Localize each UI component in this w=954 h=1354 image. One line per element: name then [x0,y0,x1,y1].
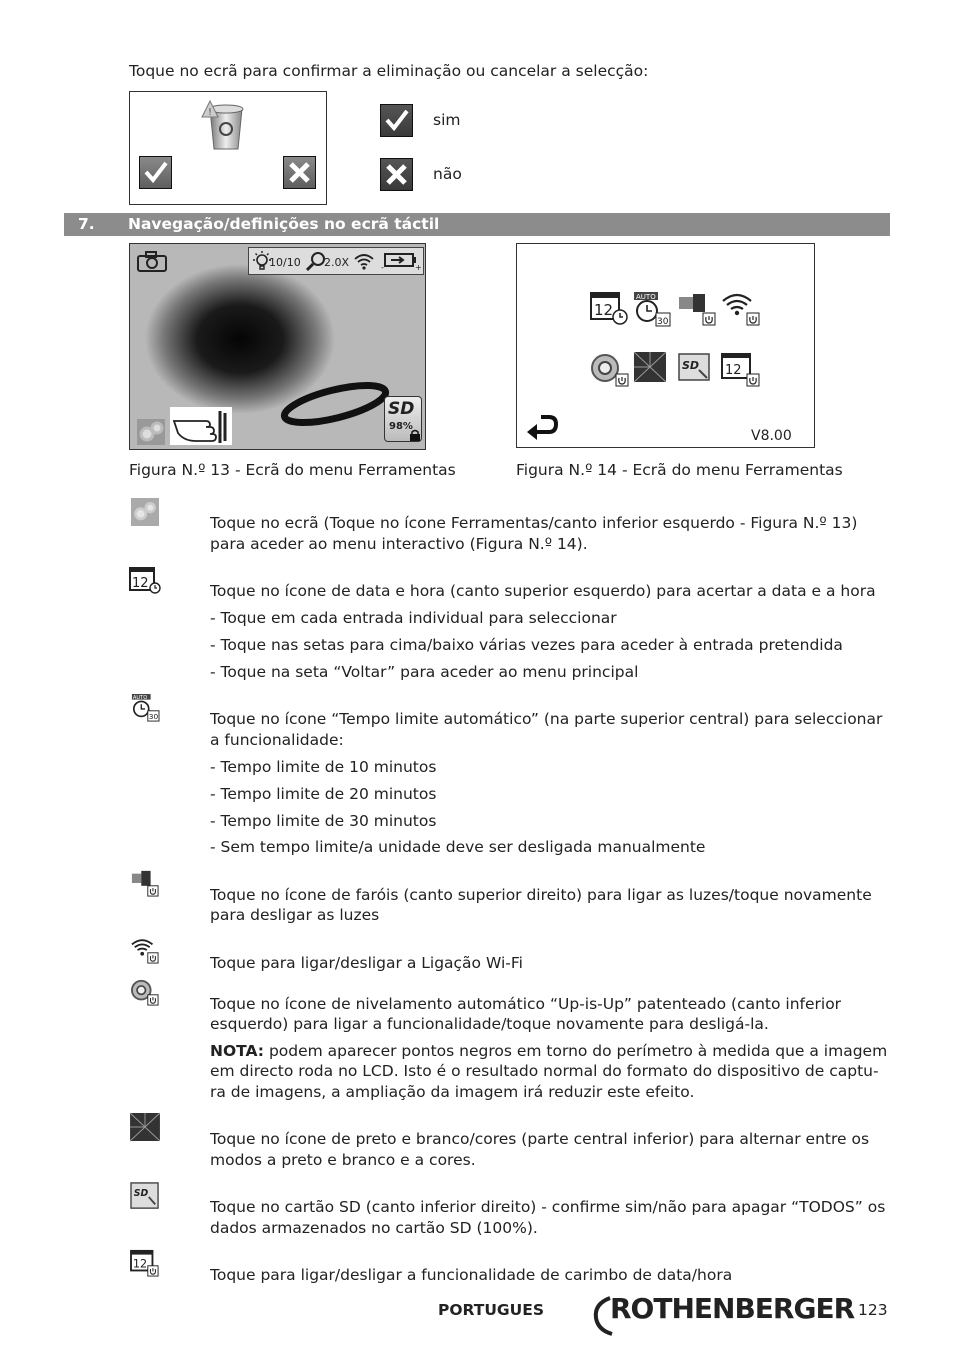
footer-brand: ROTHENBERGER [610,1292,855,1325]
datestamp-icon[interactable] [721,352,761,388]
tools-menu-screen [516,243,815,448]
datetime-bullet: - Toque em cada entrada individual para seleccionar [210,609,617,627]
note-text: podem aparecer pontos negros em torno do perímetro à medida que a imagem [264,1042,888,1060]
tools-gear-icon[interactable] [137,419,165,445]
stamp-text: Toque para ligar/desligar a funcionalidade de carimbo de data/hora [210,1266,733,1284]
sd-percent: 98% [389,421,413,432]
lights-text-line-2: para desligar as luzes [210,906,380,924]
camera-icon[interactable] [136,251,168,273]
auto-icon-number: 30 [148,712,159,722]
tools-text-line-2: para aceder ao menu interactivo (Figura N.º 14). [210,535,588,553]
sd-card-button[interactable] [384,396,422,442]
note-line-3: ra de imagens, a ampliação da imagem irá reduzir este efeito. [210,1083,695,1101]
trash-icon [198,97,254,153]
svg-text:12: 12 [725,363,742,378]
bw-color-icon [129,1113,161,1141]
version-label: V8.00 [751,428,792,444]
auto-bullet: - Tempo limite de 10 minutos [210,758,437,776]
svg-text:12: 12 [594,301,614,319]
lights-text-line-1: Toque no ícone de faróis (canto superior direito) para ligar as luzes/toque novamente [210,886,872,904]
bw-color-icon[interactable] [634,352,666,382]
upisup-icon[interactable] [590,352,630,388]
upisup-text-line-2: esquerdo) para ligar a funcionalidade/toque novamente para desligá-la. [210,1015,769,1033]
auto-bullet: - Sem tempo limite/a unidade deve ser desligada manualmente [210,838,706,856]
wifi-toggle-icon[interactable] [721,291,761,327]
tools-text-line-1: Toque no ecrã (Toque no ícone Ferramentas/canto inferior esquerdo - Figura N.º 13) [210,514,858,532]
tools-gear-icon [129,498,161,526]
yes-label: sim [433,111,461,129]
no-label: não [433,165,462,183]
sd-delete-icon[interactable] [677,352,713,384]
lock-icon [409,429,421,441]
note-label: NOTA: [210,1042,265,1060]
datetime-text: Toque no ícone de data e hora (canto superior esquerdo) para acertar a data e a hora [210,582,876,600]
intro-text: Toque no ecrã para confirmar a eliminação ou cancelar a selecção: [129,62,649,80]
status-bar [248,247,424,275]
auto-icon-label: AUTO [132,695,148,702]
svg-text:SD: SD [133,1188,149,1199]
wifi-icon [354,252,374,270]
back-arrow-icon[interactable] [525,412,559,440]
sd-delete-icon [129,1182,161,1210]
auto-text-line-2: a funcionalidade: [210,731,344,749]
cancel-x-button[interactable] [283,156,316,189]
zoom-value: 2.0X [324,256,350,269]
svg-text:+: + [415,263,422,272]
confirm-check-button[interactable] [139,156,172,189]
auto-bullet: - Tempo limite de 20 minutos [210,785,437,803]
zoom-icon [306,251,326,271]
pointing-hand-icon [170,407,232,445]
bw-text-line-2: modos a preto e branco e a cores. [210,1151,476,1169]
battery-icon [379,251,421,271]
auto-timeout-icon[interactable] [632,291,672,327]
auto-text-line-1: Toque no ícone “Tempo limite automático” (na parte superior central) para seleccionar [210,710,883,728]
delete-confirm-screen [129,91,327,205]
svg-text:-: - [381,263,384,272]
svg-text:AUTO: AUTO [636,293,656,301]
brightness-value: 10/10 [269,256,301,269]
auto-timeout-icon [129,694,161,722]
figure14-caption: Figura N.º 14 - Ecrã do menu Ferramentas [516,461,843,479]
sd-label: SD [388,399,415,419]
datetime-bullet: - Toque na seta “Voltar” para aceder ao menu principal [210,663,639,681]
section-number: 7. [78,215,95,233]
upisup-text-line-1: Toque no ícone de nivelamento automático “Up-is-Up” patenteado (canto inferior [210,995,842,1013]
footer-language: PORTUGUES [438,1301,544,1319]
datetime-icon-number: 12 [132,576,149,591]
datestamp-icon [129,1249,161,1277]
datetime-bullet: - Toque nas setas para cima/baixo várias vezes para aceder à entrada pretendida [210,636,843,654]
section-heading [64,213,890,236]
pipe-ring-shape [280,379,390,429]
svg-text:30: 30 [657,317,669,327]
upisup-icon [129,978,161,1006]
wifi-text: Toque para ligar/desligar a Ligação Wi-Fi [210,954,523,972]
bw-text-line-1: Toque no ícone de preto e branco/cores (parte central inferior) para alternar entre os [210,1130,870,1148]
svg-text:12: 12 [132,1257,148,1271]
note-line-2: em directo roda no LCD. Isto é o resultado normal do formato do dispositivo de captu- [210,1062,879,1080]
note-line-1 [210,1041,887,1061]
headlights-icon[interactable] [677,291,717,327]
auto-bullet: - Tempo limite de 30 minutos [210,812,437,830]
check-icon [380,104,413,137]
svg-text:SD: SD [682,359,700,372]
sd-text-line-2: dados armazenados no cartão SD (100%). [210,1219,538,1237]
figure13-caption: Figura N.º 13 - Ecrã do menu Ferramentas [129,461,456,479]
section-title: Navegação/definições no ecrã táctil [128,215,440,233]
datetime-icon [129,566,161,594]
camera-live-screen [129,243,426,450]
datetime-icon[interactable] [590,291,628,325]
svg-text:!: ! [207,107,213,118]
sd-text-line-1: Toque no cartão SD (canto inferior direito) - confirme sim/não para apagar “TODOS” os [210,1198,886,1216]
headlights-icon [129,869,161,897]
x-icon [380,158,413,191]
page-number: 123 [858,1301,888,1319]
wifi-toggle-icon [129,936,161,964]
